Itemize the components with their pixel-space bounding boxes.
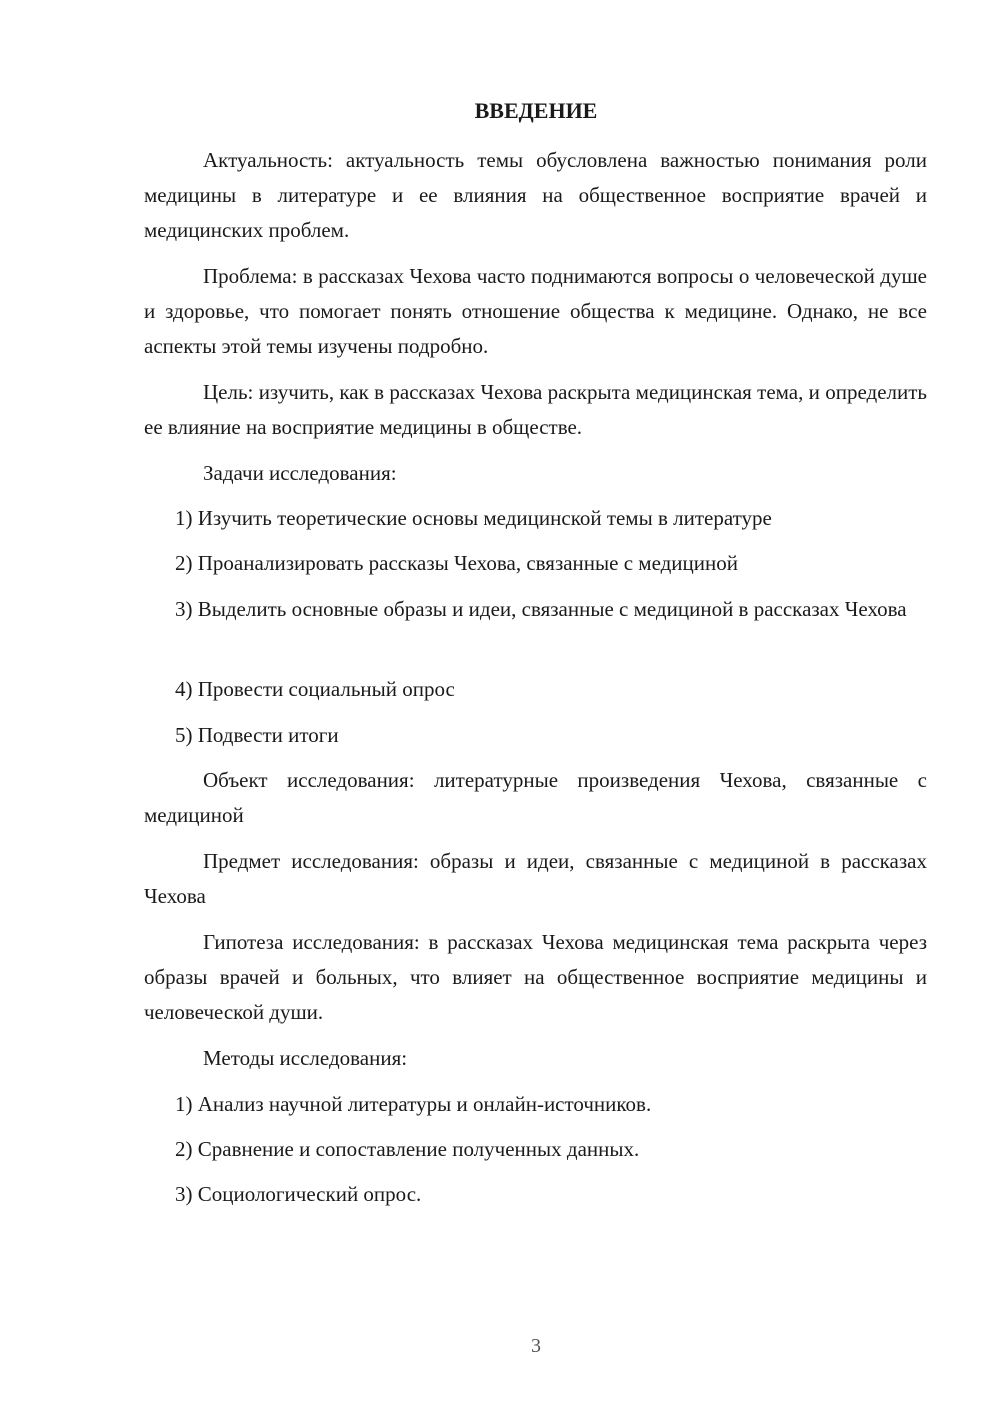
relevance-paragraph: Актуальность: актуальность темы обусловлена важностью понимания роли медицины в литературе и ее влияния на общественное восприятие врачей и медицинских проблем. <box>144 148 927 242</box>
method-item-2: 2) Сравнение и сопоставление полученных данных. <box>175 1137 640 1161</box>
problem-paragraph: Проблема: в рассказах Чехова часто поднимаются вопросы о человеческой душе и здоровье, что помогает понять отношение общества к медицине. Однако, не все аспекты этой темы изучены подробно. <box>144 264 927 358</box>
methods-heading: Методы исследования: <box>203 1046 408 1070</box>
page-title: ВВЕДЕНИЕ <box>474 98 598 123</box>
task-item-3: 3) Выделить основные образы и идеи, связанные с медициной в рассказах Чехова <box>175 597 907 621</box>
object-paragraph: Объект исследования: литературные произведения Чехова, связанные с медициной <box>144 768 927 827</box>
page-number: 3 <box>531 1335 541 1357</box>
task-item-5: 5) Подвести итоги <box>175 723 339 747</box>
goal-paragraph: Цель: изучить, как в рассказах Чехова раскрыта медицинская тема, и определить ее влияние на восприятие медицины в обществе. <box>144 380 927 439</box>
task-item-4: 4) Провести социальный опрос <box>175 677 455 701</box>
task-item-1: 1) Изучить теоретические основы медицинской темы в литературе <box>175 506 772 530</box>
method-item-3: 3) Социологический опрос. <box>175 1182 422 1206</box>
subject-paragraph: Предмет исследования: образы и идеи, связанные с медициной в рассказах Чехова <box>144 849 927 908</box>
method-item-1: 1) Анализ научной литературы и онлайн-источников. <box>175 1092 652 1116</box>
hypothesis-paragraph: Гипотеза исследования: в рассказах Чехова медицинская тема раскрыта через образы врачей и больных, что влияет на общественное восприятие медицины и человеческой души. <box>144 930 927 1024</box>
tasks-heading: Задачи исследования: <box>203 461 397 485</box>
task-item-2: 2) Проанализировать рассказы Чехова, связанные с медициной <box>175 551 738 575</box>
